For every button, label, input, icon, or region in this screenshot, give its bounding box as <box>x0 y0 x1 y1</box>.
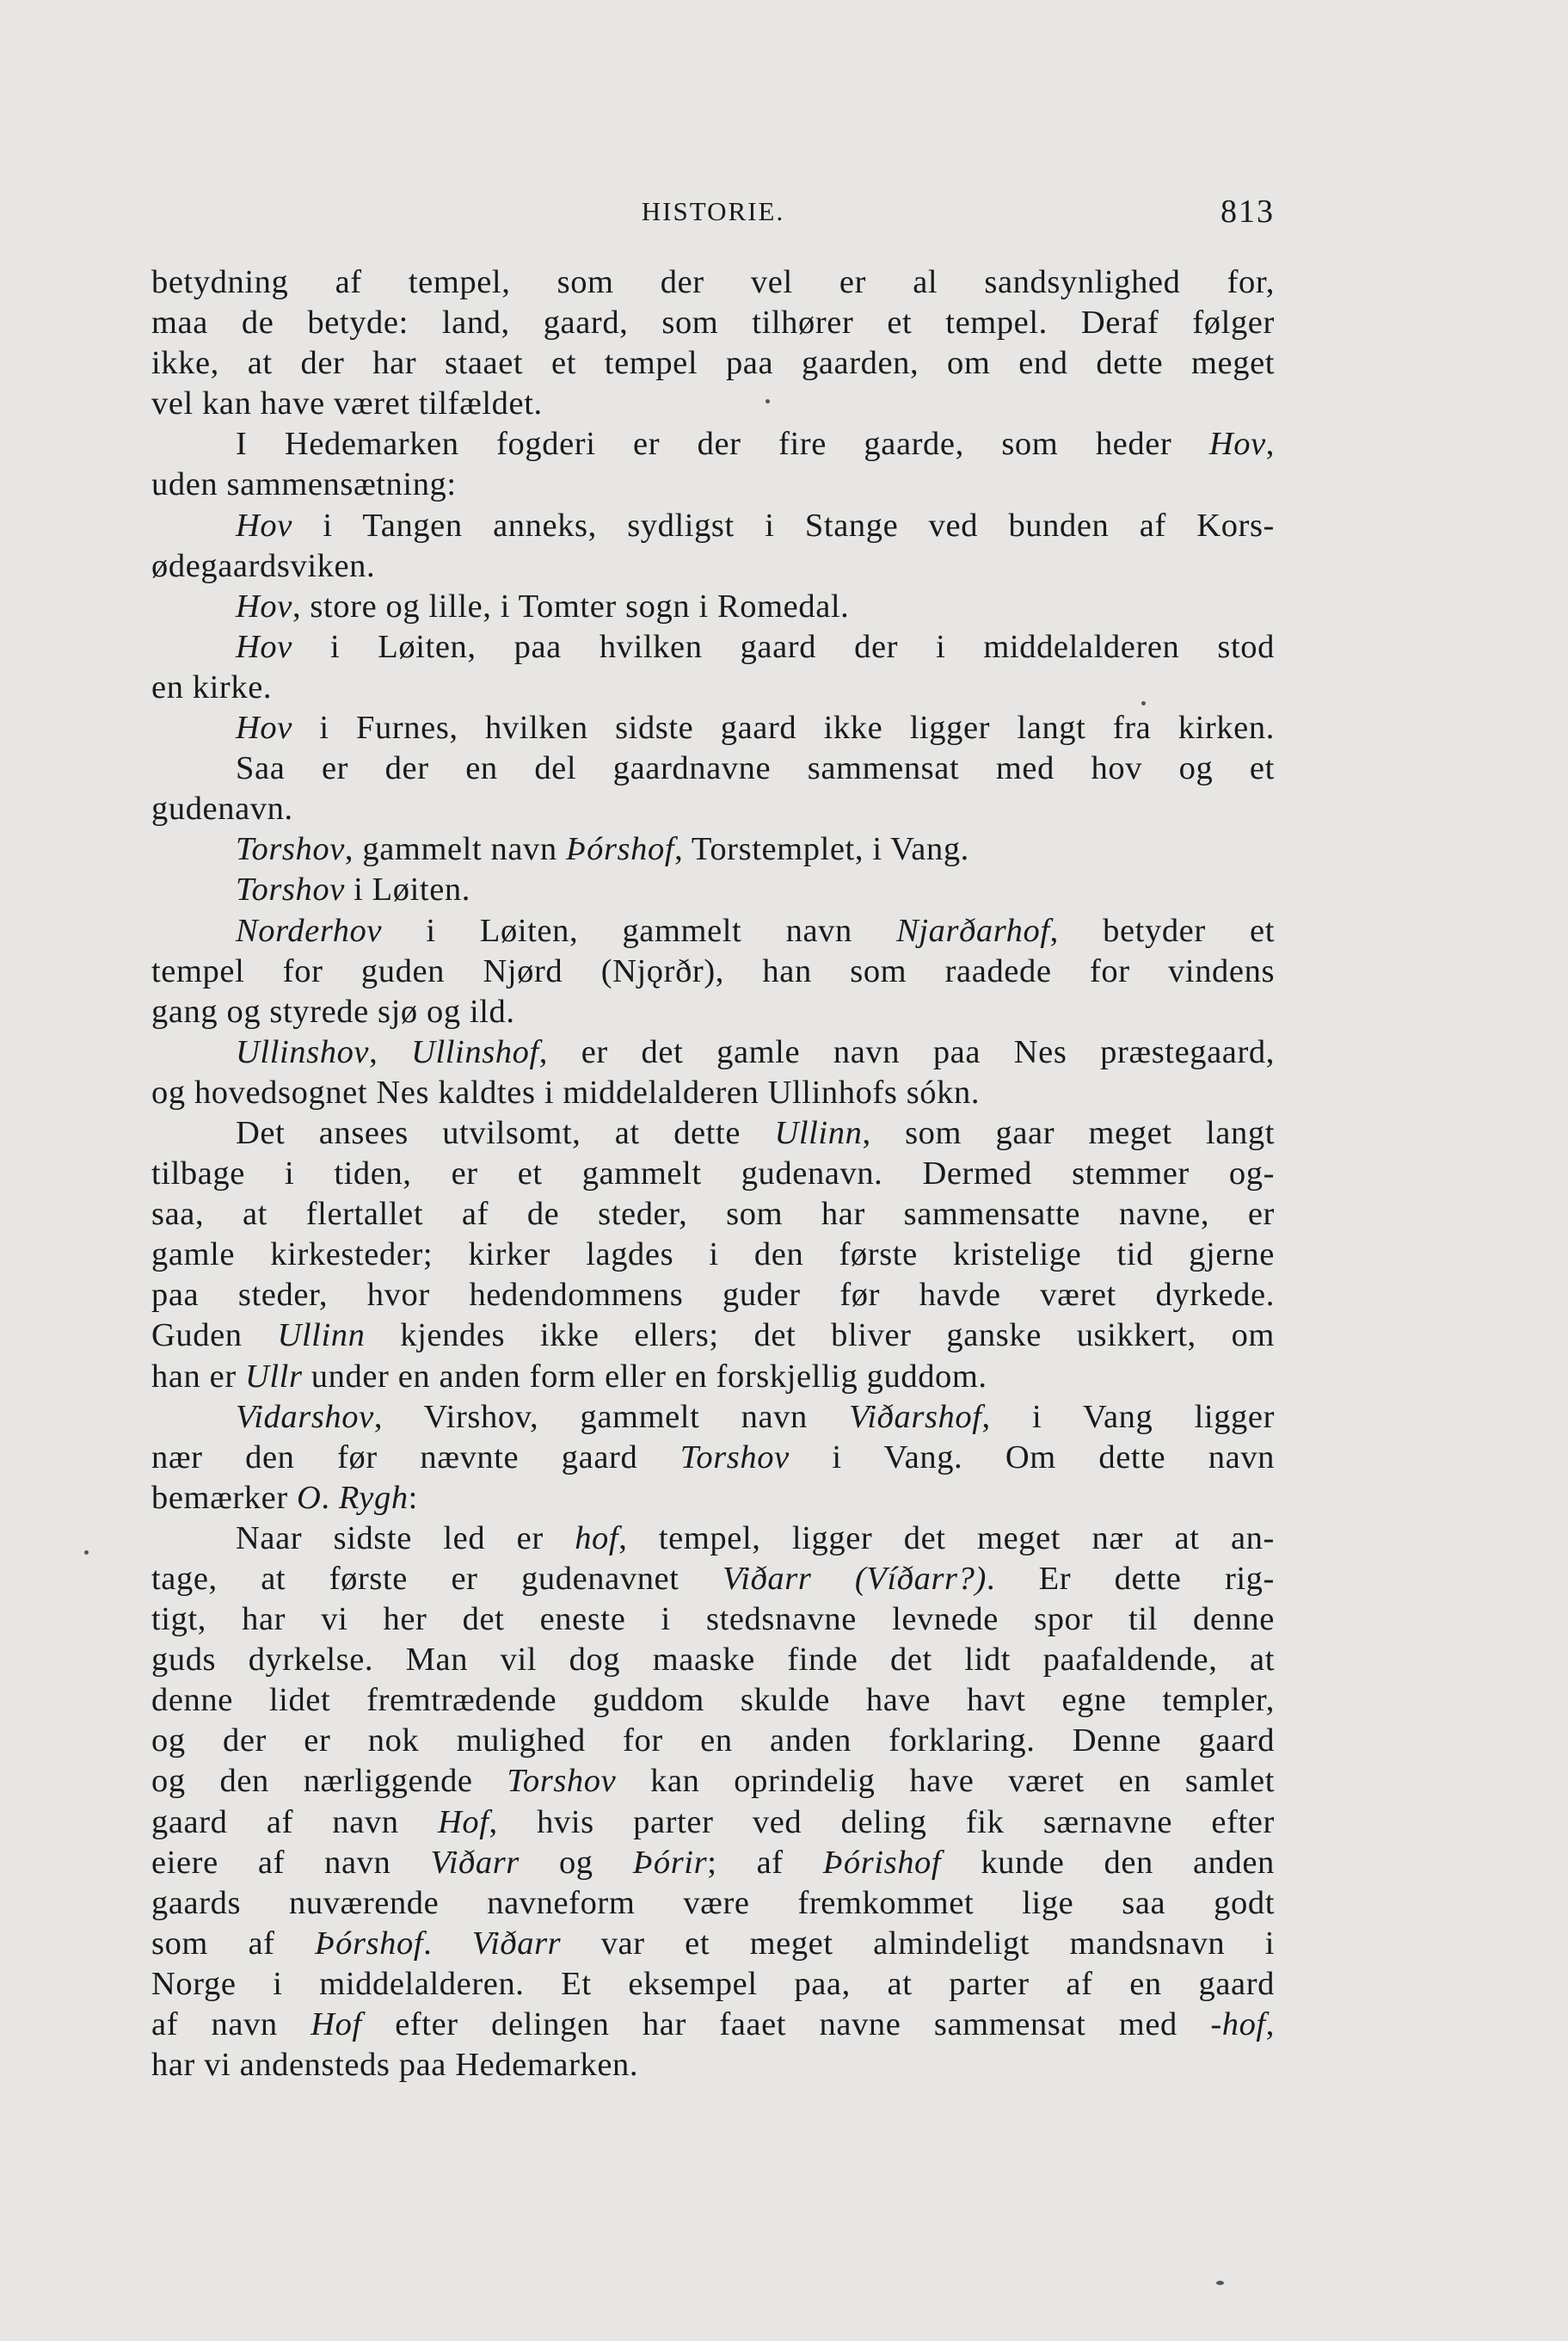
text-line: gudenavn. <box>151 791 293 828</box>
text-line: ødegaardsviken. <box>151 547 376 584</box>
text-line: tage, at første er gudenavnet Viðarr (Víðarr?). Er dette rig- <box>151 1561 1275 1597</box>
text-line: Det ansees utvilsomt, at dette Ullinn, som gaar meget langt <box>236 1114 1275 1151</box>
text-line: Saa er der en del gaardnavne sammensat med hov og et <box>236 750 1275 787</box>
text-line: og den nærliggende Torshov kan oprindelig have været en samlet <box>151 1763 1275 1800</box>
body-text <box>151 262 1275 2085</box>
text-line: en kirke. <box>151 668 273 705</box>
text-line: denne lidet fremtrædende guddom skulde have havt egne templer, <box>151 1682 1275 1719</box>
text-line: Ullinshov, Ullinshof, er det gamle navn paa Nes præstegaard, <box>236 1033 1275 1070</box>
text-line: tigt, har vi her det eneste i stedsnavne levnede spor til denne <box>151 1601 1275 1638</box>
running-header <box>151 196 1275 231</box>
text-line: gamle kirkesteder; kirker lagdes i den første kristelige tid gjerne <box>151 1236 1275 1273</box>
text-line: har vi andensteds paa Hedemarken. <box>151 2047 639 2084</box>
text-line: og hovedsognet Nes kaldtes i middelalderen Ullinhofs sókn. <box>151 1074 981 1111</box>
print-speck <box>84 1550 89 1555</box>
text-line: Naar sidste led er hof, tempel, ligger det meget nær at an- <box>236 1519 1275 1556</box>
text-line: paa steder, hvor hedendommens guder før havde været dyrkede. <box>151 1277 1275 1314</box>
text-line: af navn Hof efter delingen har faaet navne sammensat med -hof, <box>151 2006 1275 2043</box>
text-line: Norge i middelalderen. Et eksempel paa, at parter af en gaard <box>151 1965 1276 2002</box>
print-speck <box>766 399 770 404</box>
text-line: Hov, store og lille, i Tomter sogn i Romedal. <box>236 588 850 625</box>
text-line: uden sammensætning: <box>151 466 457 503</box>
text-line: I Hedemarken fogderi er der fire gaarde, som heder Hov, <box>236 426 1275 463</box>
text-line: ikke, at der har staaet et tempel paa gaarden, om end dette meget <box>151 345 1276 382</box>
print-speck <box>1216 2281 1224 2285</box>
text-line: bemærker O. Rygh: <box>151 1479 418 1516</box>
text-line: gaards nuværende navneform være fremkommet lige saa godt <box>151 1884 1276 1921</box>
text-line: Torshov i Løiten. <box>236 872 470 909</box>
text-line: maa de betyde: land, gaard, som tilhører et tempel. Deraf følger <box>151 305 1275 342</box>
text-line: nær den før nævnte gaard Torshov i Vang. Om dette navn <box>151 1438 1276 1475</box>
text-line: saa, at flertallet af de steder, som har sammensatte navne, er <box>151 1196 1275 1233</box>
text-line: Hov i Furnes, hvilken sidste gaard ikke ligger langt fra kirken. <box>236 710 1275 747</box>
text-line: Torshov, gammelt navn Þórshof, Torstemplet, i Vang. <box>236 831 969 868</box>
text-line: Hov i Tangen anneks, sydligst i Stange ved bunden af Kors- <box>236 507 1275 544</box>
running-title: HISTORIE. <box>641 196 785 226</box>
print-speck <box>1141 701 1146 705</box>
text-line: gang og styrede sjø og ild. <box>151 993 515 1030</box>
text-line: tilbage i tiden, er et gammelt gudenavn. Dermed stemmer og- <box>151 1155 1276 1192</box>
text-line: som af Þórshof. Viðarr var et meget almindeligt mandsnavn i <box>151 1925 1276 1962</box>
text-line: tempel for guden Njørd (Njǫrðr), han som raadede for vindens <box>151 952 1276 989</box>
text-line: han er Ullr under en anden form eller en forskjellig guddom. <box>151 1358 987 1395</box>
text-line: gaard af navn Hof, hvis parter ved deling fik særnavne efter <box>151 1803 1275 1840</box>
text-line: betydning af tempel, som der vel er al sandsynlighed for, <box>151 264 1276 300</box>
text-line: Guden Ullinn kjendes ikke ellers; det bliver ganske usikkert, om <box>151 1317 1275 1354</box>
page-number: 813 <box>1221 194 1275 230</box>
text-line: guds dyrkelse. Man vil dog maaske finde det lidt paafaldende, at <box>151 1642 1275 1679</box>
text-line: Norderhov i Løiten, gammelt navn Njarðarhof, betyder et <box>236 912 1276 949</box>
text-line: vel kan have været tilfældet. <box>151 385 543 422</box>
text-line: og der er nok mulighed for en anden forklaring. Denne gaard <box>151 1722 1276 1759</box>
text-line: eiere af navn Viðarr og Þórir; af Þórishof kunde den anden <box>151 1844 1275 1881</box>
text-line: Vidarshov, Virshov, gammelt navn Viðarshof, i Vang ligger <box>236 1398 1276 1435</box>
text-line: Hov i Løiten, paa hvilken gaard der i middelalderen stod <box>236 628 1276 665</box>
